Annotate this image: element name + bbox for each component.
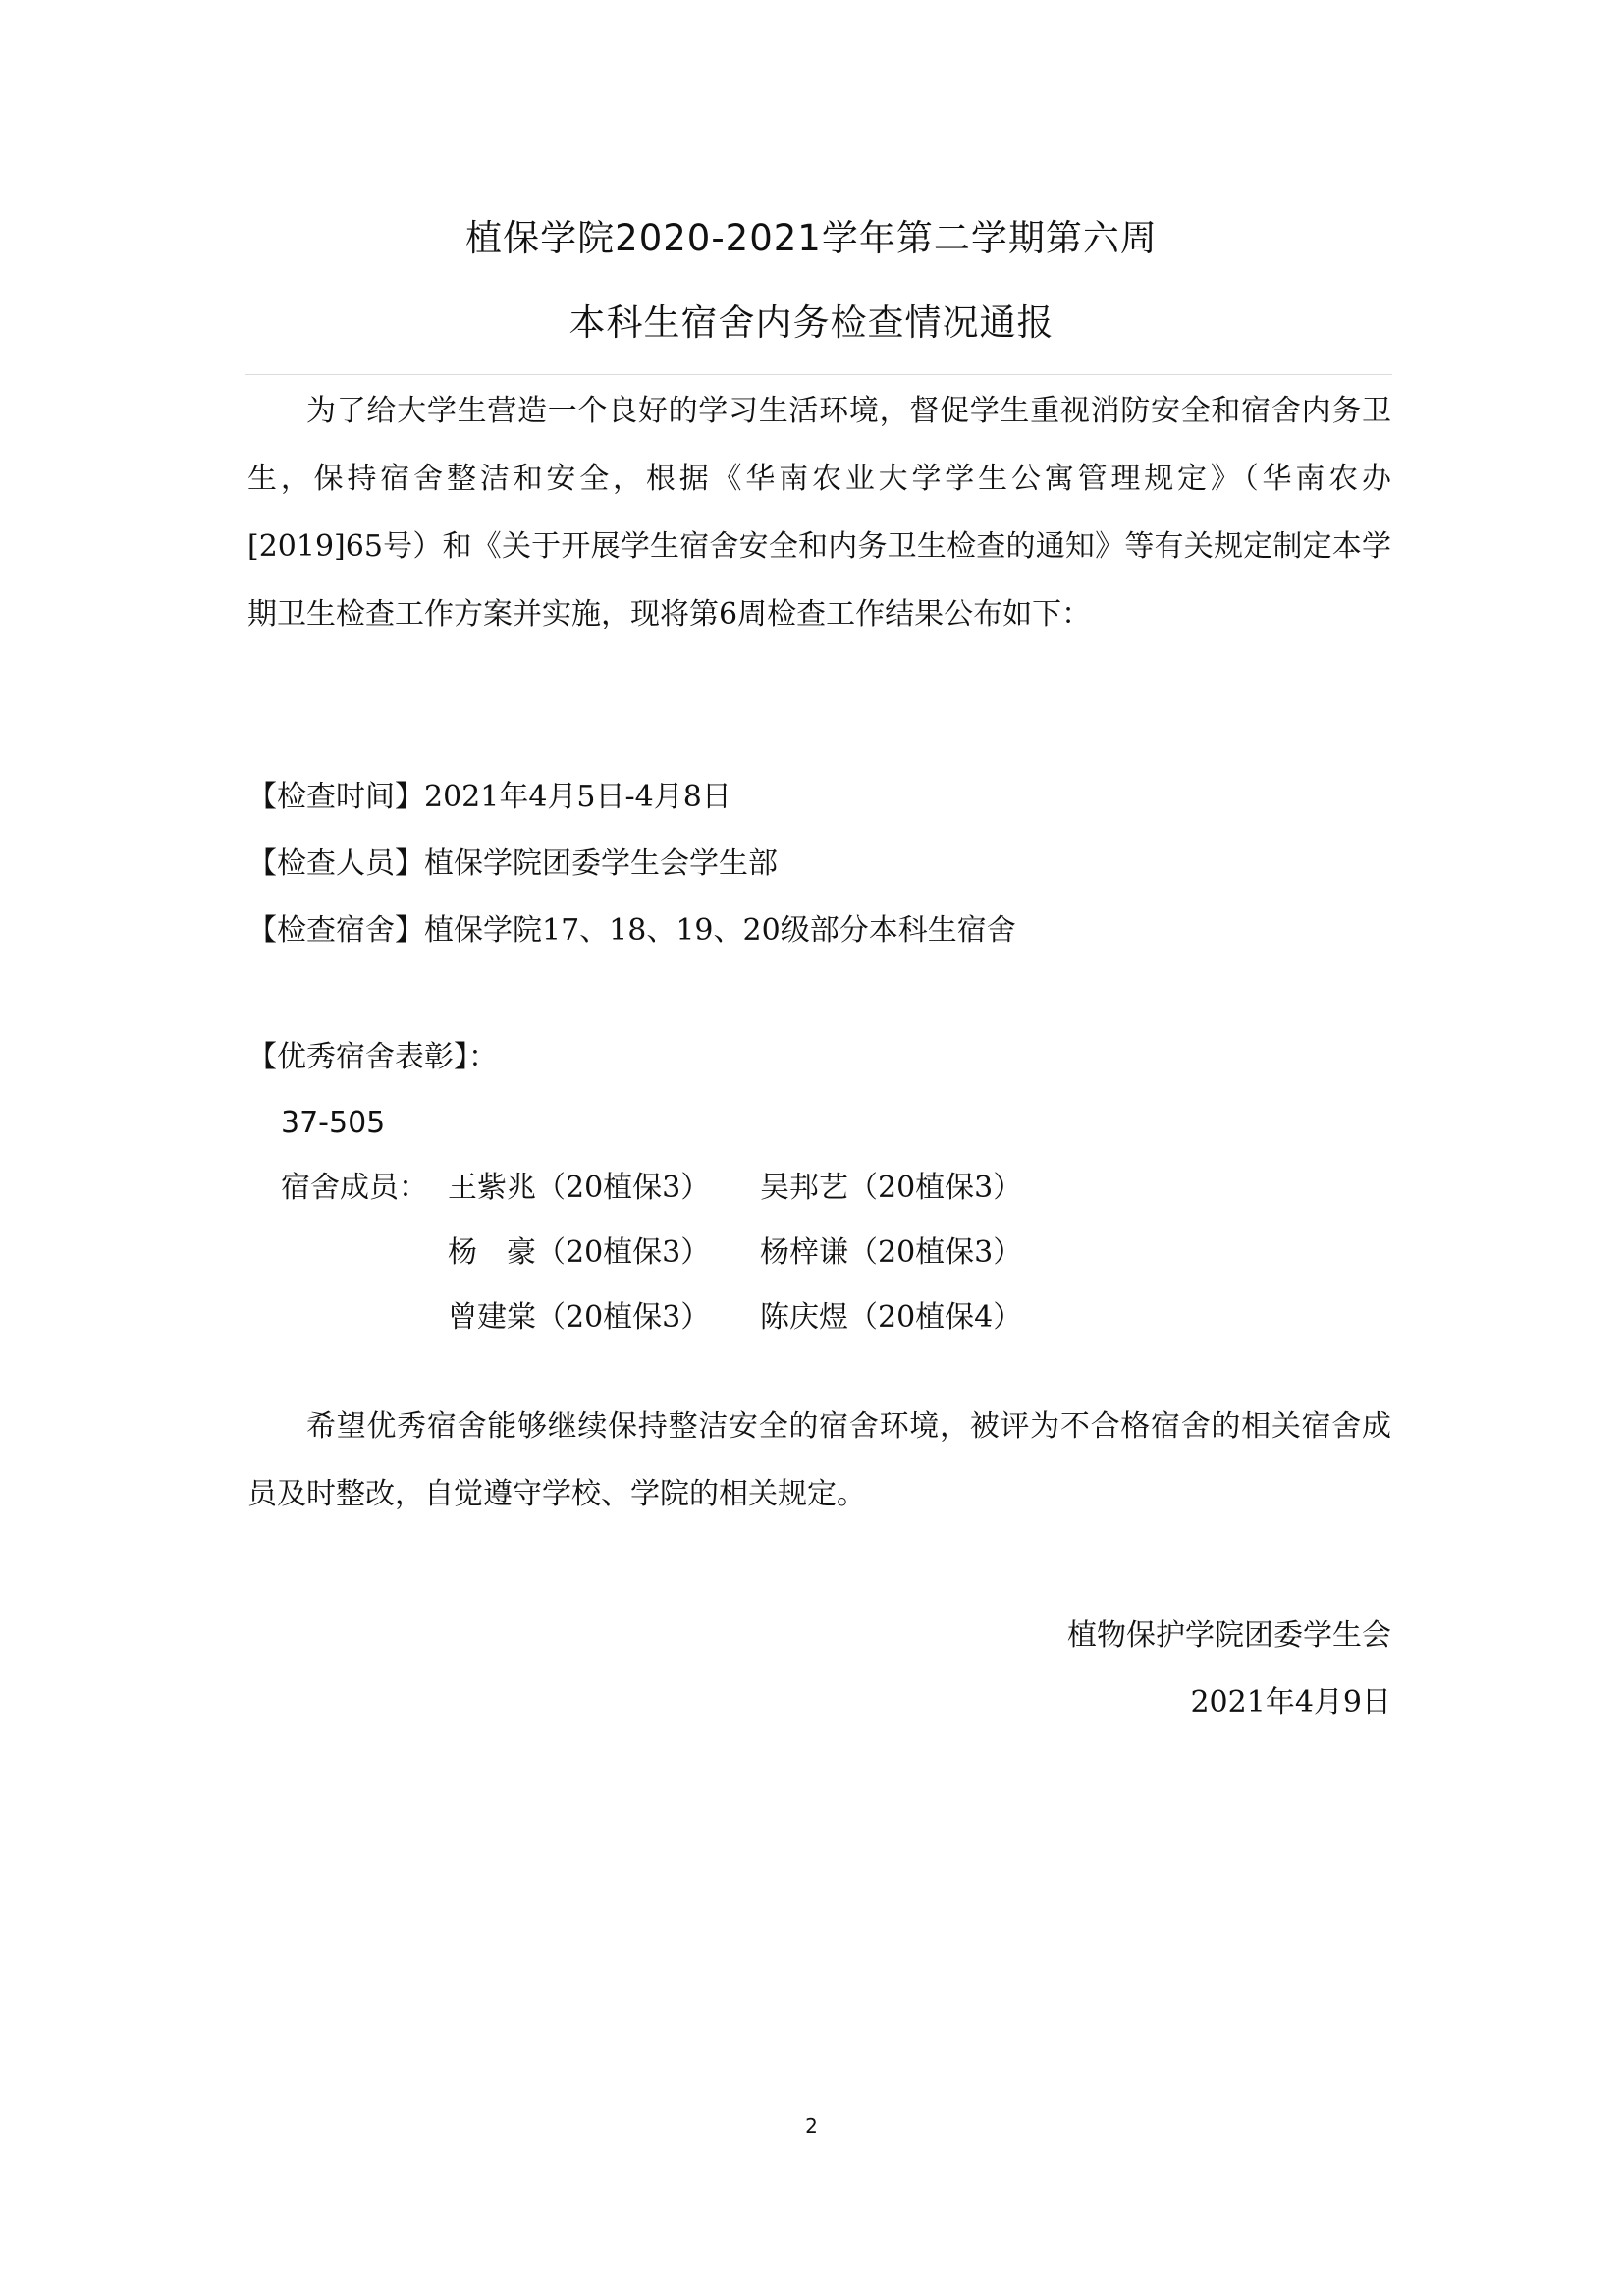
dorm-member: 陈庆煜（20植保4） xyxy=(760,1300,1023,1335)
inspection-dorms-label: 【检查宿舍】 xyxy=(247,913,424,948)
signature-date: 2021年4月9日 xyxy=(1190,1685,1391,1720)
dorm-member: 杨梓谦（20植保3） xyxy=(760,1235,1023,1270)
inspection-staff-line xyxy=(247,845,778,884)
excellent-dorm-heading: 【优秀宿舍表彰】： xyxy=(247,1040,498,1074)
dorm-member: 王紫兆（20植保3） xyxy=(448,1171,711,1205)
page-number: 2 xyxy=(805,2114,818,2138)
inspection-time-line xyxy=(247,778,731,817)
inspection-staff-value: 植保学院团委学生会学生部 xyxy=(424,847,778,881)
excellent-dorm-room: 37-505 xyxy=(281,1106,386,1140)
inspection-dorms-value: 植保学院17、18、19、20级部分本科生宿舍 xyxy=(424,913,1016,948)
dorm-members-label: 宿舍成员： xyxy=(281,1171,428,1205)
intro-paragraph: 为了给大学生营造一个良好的学习生活环境，督促学生重视消防安全和宿舍内务卫生，保持宿舍整洁和安全，根据《华南农业大学学生公寓管理规定》（华南农办[2019]65号）和《关于开展学生宿舍安全和内务卫生检查的通知》等有关规定制定本学期卫生检查工作方案并实施，现将第6周检查工作结果公布如下： xyxy=(247,394,1391,631)
closing-paragraph: 希望优秀宿舍能够继续保持整洁安全的宿舍环境，被评为不合格宿舍的相关宿舍成员及时整改，自觉遵守学校、学院的相关规定。 xyxy=(247,1409,1391,1511)
dorm-member: 曾建棠（20植保3） xyxy=(448,1300,711,1335)
inspection-dorms-line xyxy=(247,911,1016,951)
dorm-member: 杨 豪（20植保3） xyxy=(448,1235,711,1270)
signature-organization: 植物保护学院团委学生会 xyxy=(1067,1618,1391,1653)
inspection-time-label: 【检查时间】 xyxy=(247,780,424,814)
dorm-member: 吴邦艺（20植保3） xyxy=(760,1171,1023,1205)
document-title-line-1: 植保学院2020-2021学年第二学期第六周 xyxy=(465,217,1158,259)
inspection-staff-label: 【检查人员】 xyxy=(247,847,424,881)
document-title-line-2: 本科生宿舍内务检查情况通报 xyxy=(568,301,1055,344)
inspection-time-value: 2021年4月5日-4月8日 xyxy=(424,780,731,814)
title-divider xyxy=(245,374,1392,375)
